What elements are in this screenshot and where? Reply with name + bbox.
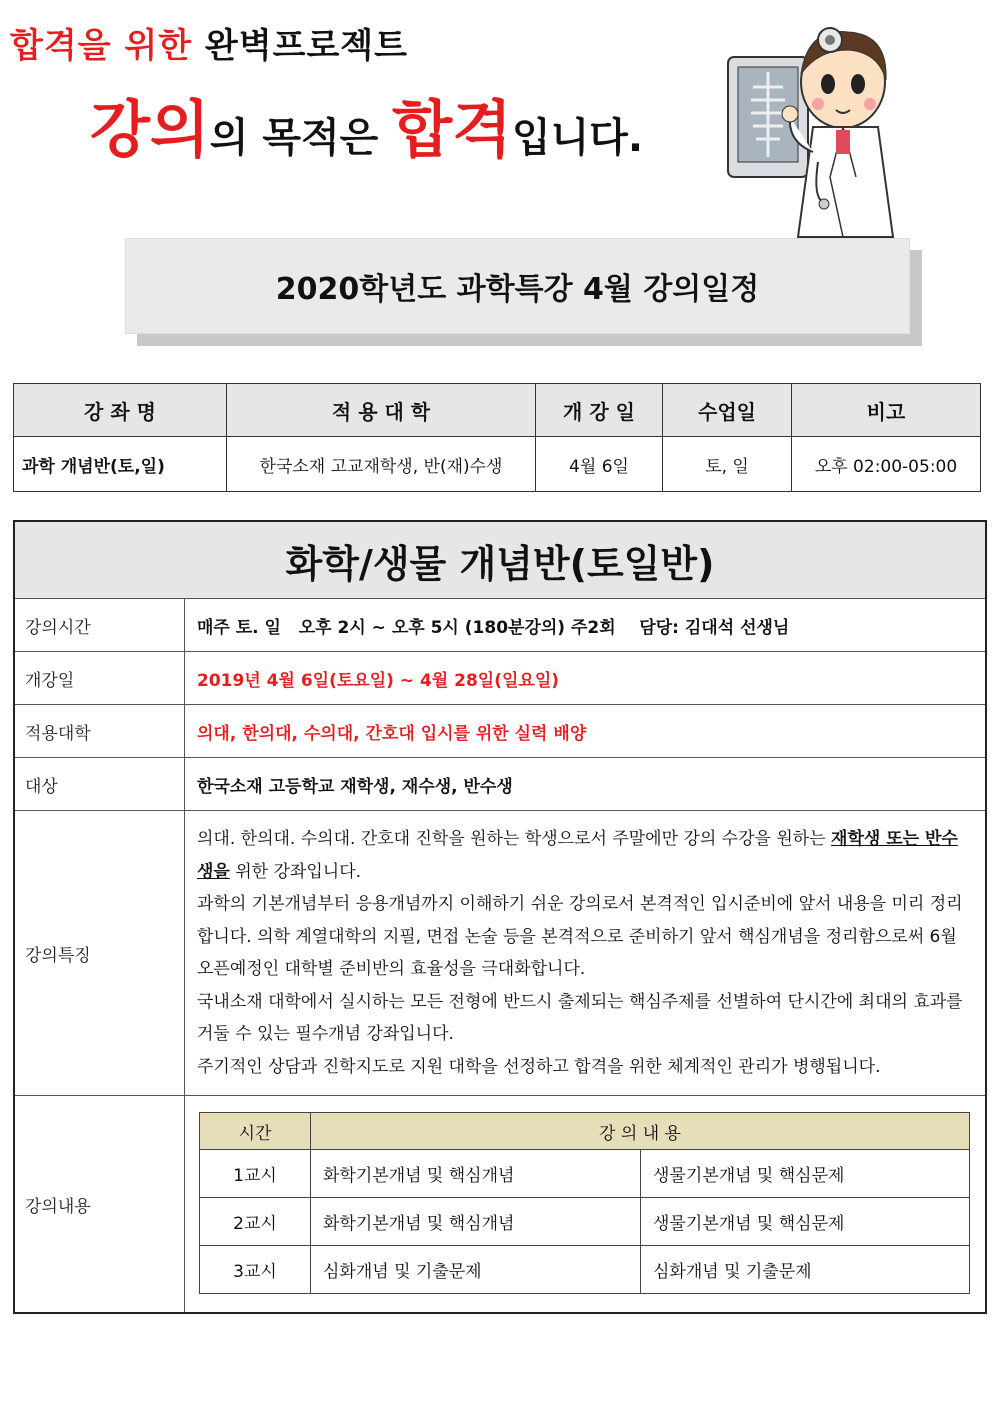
label-features: 강의특징 bbox=[14, 811, 185, 1096]
feature-p1-text: 의대. 한의대. 수의대. 간호대 진학을 원하는 학생으로서 주말에만 강의 수강을 원하는 bbox=[197, 829, 832, 849]
period-label: 2교시 bbox=[200, 1198, 311, 1246]
content-table bbox=[199, 1112, 970, 1294]
value-university: 의대, 한의대, 수의대, 간호대 입시를 위한 실력 배양 bbox=[185, 705, 987, 758]
feature-p1-end: 위한 강좌입니다. bbox=[229, 861, 362, 882]
biology-content: 생물기본개념 및 핵심문제 bbox=[641, 1198, 970, 1246]
doctor-illustration bbox=[718, 12, 913, 242]
content-header-content: 강 의 내 용 bbox=[311, 1113, 970, 1150]
slogan-red: 합격을 위한 bbox=[10, 26, 193, 66]
slogan-keyword-lecture: 강의 bbox=[90, 93, 210, 166]
chemistry-content: 화학기본개념 및 핵심개념 bbox=[311, 1198, 641, 1246]
slogan-line-1 bbox=[10, 18, 408, 67]
slogan-text: 의 목적은 bbox=[209, 115, 393, 161]
chemistry-content: 심화개념 및 기출문제 bbox=[311, 1246, 641, 1294]
course-detail-table bbox=[13, 520, 987, 1314]
row-target bbox=[14, 758, 986, 811]
row-lecture-time bbox=[14, 599, 986, 652]
label-content: 강의내용 bbox=[14, 1096, 185, 1314]
header-university: 적 용 대 학 bbox=[227, 384, 536, 437]
content-header-row bbox=[200, 1113, 970, 1150]
feature-paragraph-4: 주기적인 상담과 진학지도로 지원 대학을 선정하고 합격을 위한 체계적인 관리가 병행됩니다. bbox=[197, 1056, 881, 1077]
chemistry-content: 화학기본개념 및 핵심개념 bbox=[311, 1150, 641, 1198]
content-header-time: 시간 bbox=[200, 1113, 311, 1150]
biology-content: 생물기본개념 및 핵심문제 bbox=[641, 1150, 970, 1198]
row-start-date bbox=[14, 652, 986, 705]
label-start-date: 개강일 bbox=[14, 652, 185, 705]
cell-note: 오후 02:00-05:00 bbox=[792, 437, 981, 492]
period-label: 1교시 bbox=[200, 1150, 311, 1198]
slogan-end: 입니다. bbox=[512, 115, 644, 161]
value-lecture-time: 매주 토. 일 오후 2시 ~ 오후 5시 (180분강의) 주2회 담당: 김대석 선생님 bbox=[185, 599, 987, 652]
biology-content: 심화개념 및 기출문제 bbox=[641, 1246, 970, 1294]
period-label: 3교시 bbox=[200, 1246, 311, 1294]
feature-paragraph-2: 과학의 기본개념부터 응용개념까지 이해하기 쉬운 강의로서 본격적인 입시준비에 앞서 내용을 미리 정리합니다. 의학 계열대학의 지필, 면접 논술 등을 본격적으로 준비하기 앞서 핵심개념을 정리함으로써 6월 오픈예정인 대학별 준비반의 효율성을 극대화합니다. bbox=[197, 894, 963, 979]
value-target: 한국소재 고등학교 재학생, 재수생, 반수생 bbox=[185, 758, 987, 811]
features-text bbox=[185, 811, 987, 1096]
table-row bbox=[200, 1198, 970, 1246]
value-start-date: 2019년 4월 6일(토요일) ~ 4월 28일(일요일) bbox=[185, 652, 987, 705]
label-target: 대상 bbox=[14, 758, 185, 811]
feature-paragraph-3: 국내소재 대학에서 실시하는 모든 전형에 반드시 출제되는 핵심주제를 선별하여 단시간에 최대의 효과를 거둘 수 있는 필수개념 강좌입니다. bbox=[197, 991, 963, 1044]
header-course-name: 강 좌 명 bbox=[14, 384, 227, 437]
schedule-table bbox=[13, 383, 981, 492]
content-cell bbox=[185, 1096, 987, 1314]
table-row bbox=[200, 1150, 970, 1198]
header-note: 비고 bbox=[792, 384, 981, 437]
cell-start-date: 4월 6일 bbox=[536, 437, 663, 492]
table-row bbox=[14, 437, 981, 492]
cell-university: 한국소재 고교재학생, 반(재)수생 bbox=[227, 437, 536, 492]
slogan-line-2 bbox=[90, 80, 643, 169]
header-start-date: 개 강 일 bbox=[536, 384, 663, 437]
course-title: 화학/생물 개념반(토일반) bbox=[14, 521, 986, 599]
label-university: 적용대학 bbox=[14, 705, 185, 758]
header-class-days: 수업일 bbox=[663, 384, 792, 437]
table-row bbox=[200, 1246, 970, 1294]
row-content bbox=[14, 1096, 986, 1314]
slogan-keyword-pass: 합격 bbox=[392, 93, 513, 166]
feature-p1-highlight: 재학생 또는 반수생을 bbox=[197, 829, 958, 882]
feature-paragraph-1 bbox=[197, 823, 973, 888]
row-features bbox=[14, 811, 986, 1096]
slogan-black: 완벽프로젝트 bbox=[204, 26, 408, 66]
cell-class-days: 토, 일 bbox=[663, 437, 792, 492]
page-title: 2020학년도 과학특강 4월 강의일정 bbox=[125, 238, 910, 334]
label-lecture-time: 강의시간 bbox=[14, 599, 185, 652]
table-header-row bbox=[14, 384, 981, 437]
cell-course-name: 과학 개념반(토,일) bbox=[14, 437, 227, 492]
row-university bbox=[14, 705, 986, 758]
